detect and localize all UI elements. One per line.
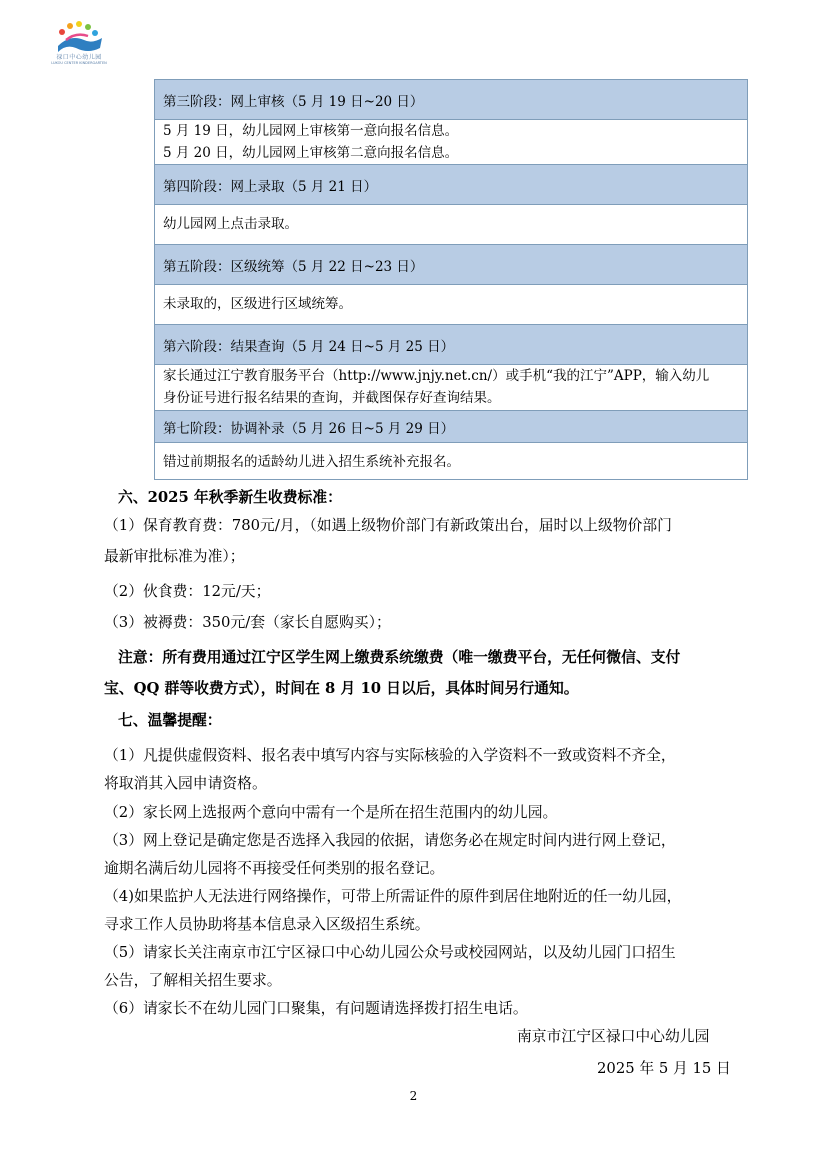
stage-6-line-1: 家长通过江宁教育服务平台（http://www.jnjy.net.cn/）或手机“我的江宁”APP，输入幼儿 xyxy=(163,368,710,384)
fee-item-1-line-1: （1）保育教育费：780元/月，（如遇上级物价部门有新政策出台，届时以上级物价部门 xyxy=(104,517,672,534)
stage-6-body xyxy=(155,365,748,411)
signature-org: 南京市江宁区禄口中心幼儿园 xyxy=(517,1028,710,1045)
stage-6-title: 第六阶段：结果查询（5 月 24 日~5 月 25 日） xyxy=(155,325,748,365)
fee-note-line-1: 注意：所有费用通过江宁区学生网上缴费系统缴费（唯一缴费平台，无任何微信、支付 xyxy=(118,649,681,666)
fee-item-2: （2）伙食费：12元/天； xyxy=(104,583,271,600)
fee-item-1-line-2: 最新审批标准为准）； xyxy=(104,548,245,565)
signature-date: 2025 年 5 月 15 日 xyxy=(597,1060,731,1077)
tip-6: （6）请家长不在幼儿园门口聚集，有问题请选择拨打招生电话。 xyxy=(104,1000,528,1017)
tip-1-line-1: （1）凡提供虚假资料、报名表中填写内容与实际核验的入学资料不一致或资料不齐全， xyxy=(104,747,676,764)
tip-5-line-2: 公告，了解相关招生要求。 xyxy=(104,972,282,989)
logo-caption: 禄口中心幼儿园 LUKOU CENTER KINDERGARTEN xyxy=(51,54,107,65)
stage-4-line-1: 幼儿园网上点击录取。 xyxy=(163,216,298,232)
stage-5-body xyxy=(155,285,748,325)
stage-4-body xyxy=(155,205,748,245)
stage-3-title: 第三阶段：网上审核（5 月 19 日~20 日） xyxy=(155,80,748,120)
stage-7-body xyxy=(155,443,748,480)
tip-1-line-2: 将取消其入园申请资格。 xyxy=(104,775,267,792)
stage-7-line-1: 错过前期报名的适龄幼儿进入招生系统补充报名。 xyxy=(163,454,460,470)
stage-7-title: 第七阶段：协调补录（5 月 26 日~5 月 29 日） xyxy=(155,411,748,443)
stage-5-line-1: 未录取的，区级进行区域统筹。 xyxy=(163,296,352,312)
tip-5-line-1: （5）请家长关注南京市江宁区禄口中心幼儿园公众号或校园网站，以及幼儿园门口招生 xyxy=(104,944,676,961)
fees-heading: 六、2025 年秋季新生收费标准： xyxy=(118,489,342,506)
stage-4-title: 第四阶段：网上录取（5 月 21 日） xyxy=(155,165,748,205)
fee-item-3: （3）被褥费：350元/套（家长自愿购买）； xyxy=(104,614,391,631)
tip-4-line-1: （4)如果监护人无法进行网络操作，可带上所需证件的原件到居住地附近的任一幼儿园， xyxy=(104,888,682,905)
stage-5-title: 第五阶段：区级统筹（5 月 22 日~23 日） xyxy=(155,245,748,285)
tip-4-line-2: 寻求工作人员协助将基本信息录入区级招生系统。 xyxy=(104,916,430,933)
tips-heading: 七、温馨提醒： xyxy=(118,712,222,729)
tip-3-line-2: 逾期名满后幼儿园将不再接受任何类别的报名登记。 xyxy=(104,860,445,877)
page-number: 2 xyxy=(409,1089,418,1103)
fee-note-line-2: 宝、QQ 群等收费方式），时间在 8 月 10 日以后，具体时间另行通知。 xyxy=(104,680,579,697)
stage-3-body xyxy=(155,120,748,165)
tip-2: （2）家长网上选报两个意向中需有一个是所在招生范围内的幼儿园。 xyxy=(104,804,558,821)
stage-3-line-2: 5 月 20 日，幼儿园网上审核第二意向报名信息。 xyxy=(163,145,459,161)
enrollment-stages-table xyxy=(154,79,748,480)
stage-6-line-2: 身份证号进行报名结果的查询，并截图保存好查询结果。 xyxy=(163,390,501,406)
tip-3-line-1: （3）网上登记是确定您是否选择入我园的依据，请您务必在规定时间内进行网上登记， xyxy=(104,832,676,849)
stage-3-line-1: 5 月 19 日，幼儿园网上审核第一意向报名信息。 xyxy=(163,123,459,139)
